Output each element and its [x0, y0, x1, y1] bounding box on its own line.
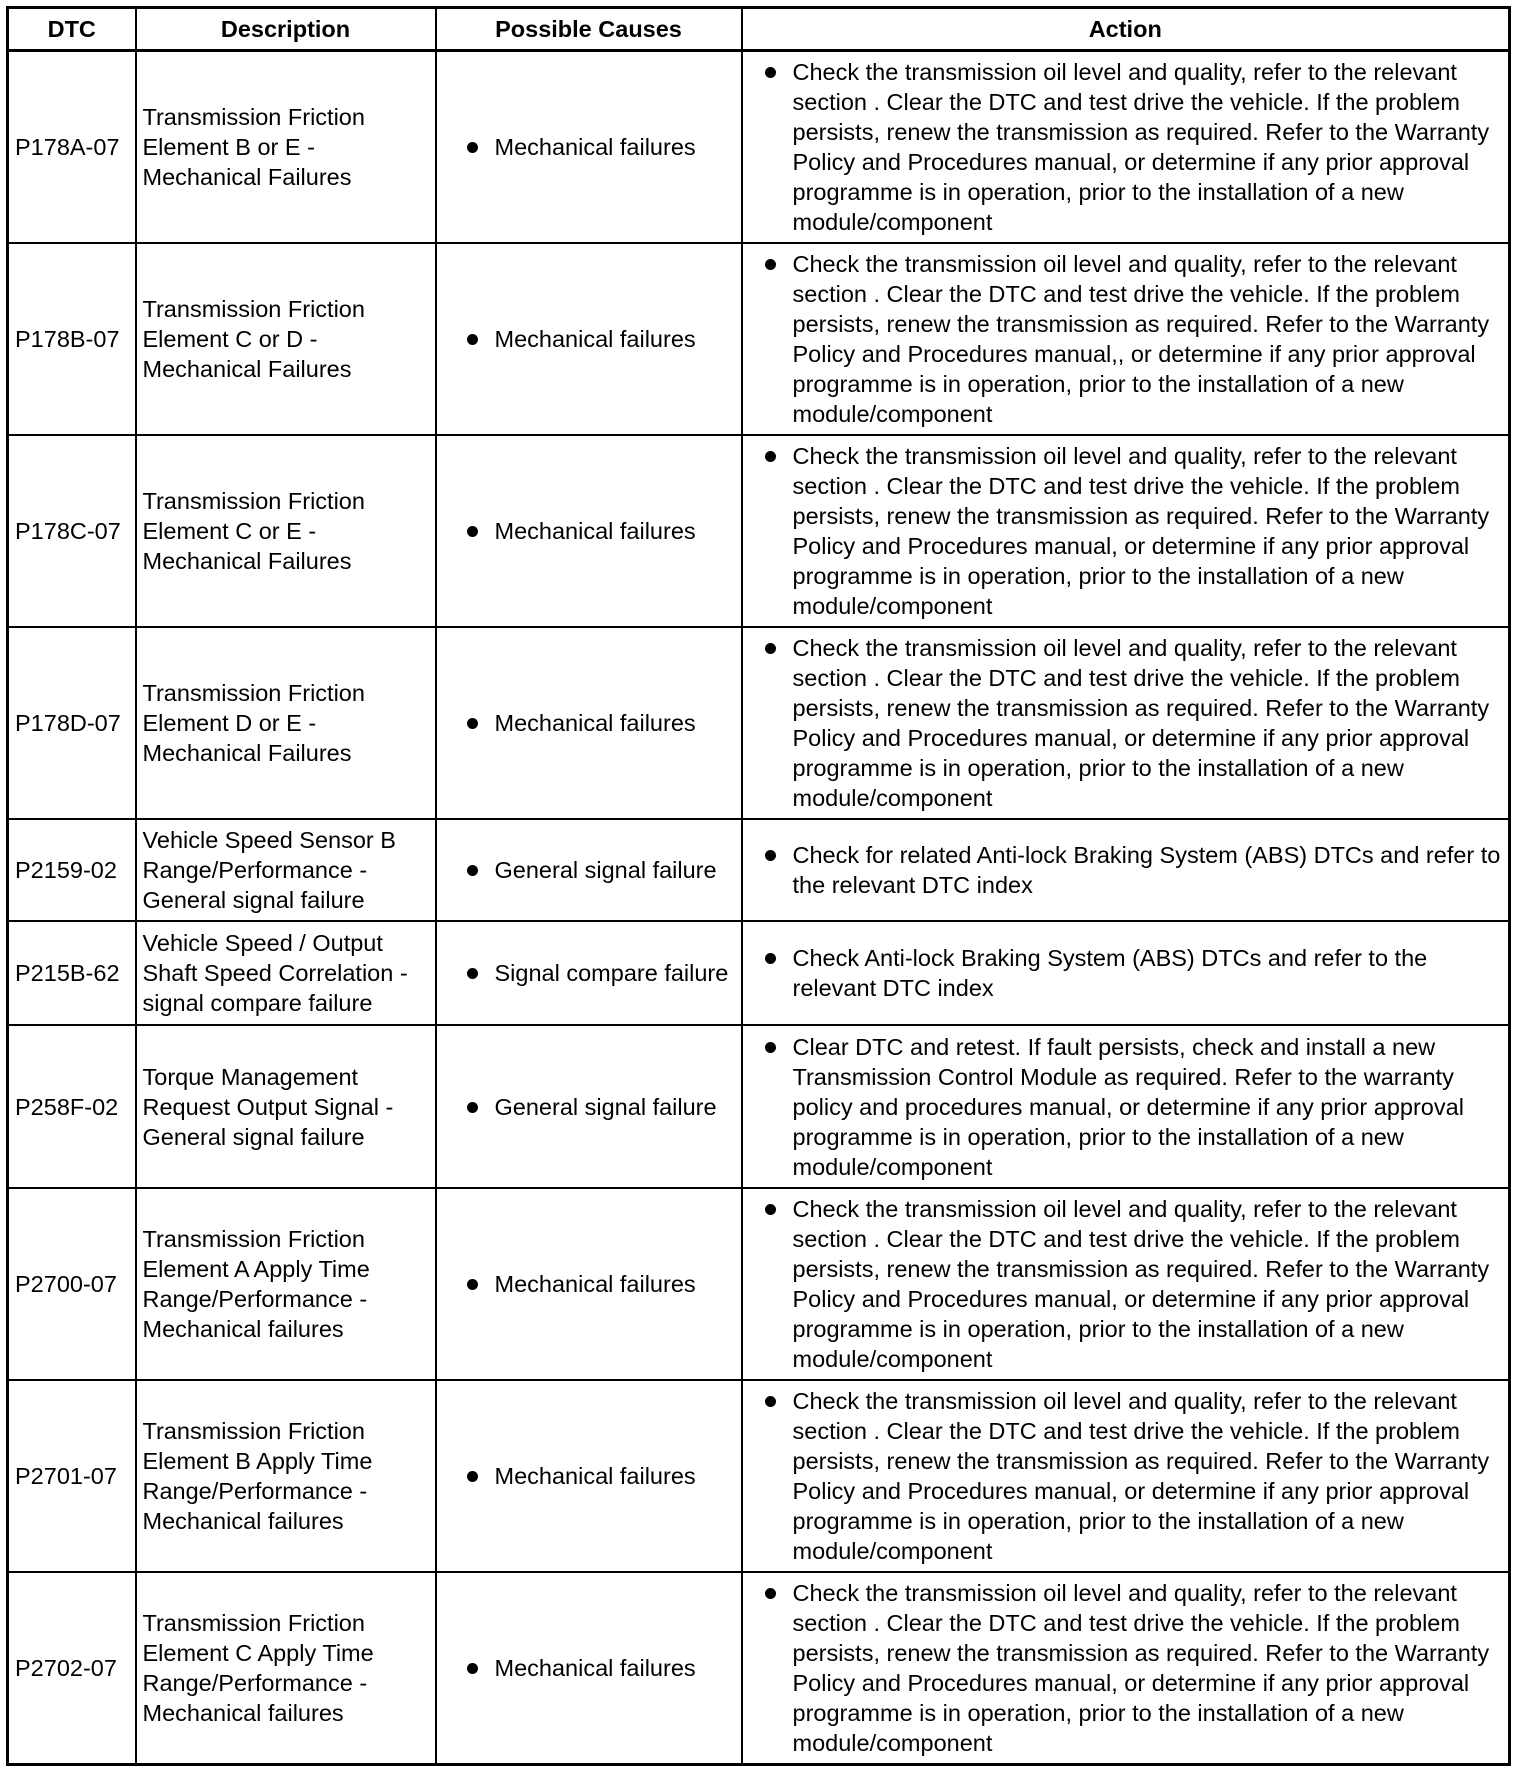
- cause-text: Mechanical failures: [494, 1655, 696, 1681]
- cause-text: General signal failure: [494, 857, 717, 883]
- bullet-icon: [467, 334, 478, 345]
- bullet-icon: [765, 953, 776, 964]
- dtc-code: P2159-02: [8, 819, 136, 921]
- table-row: [8, 1572, 1510, 1765]
- dtc-description: Torque Management Request Output Signal - General signal failure: [136, 1025, 436, 1188]
- action-text: Check for related Anti-lock Braking System (ABS) DTCs and refer to the relevant DTC index: [792, 842, 1501, 898]
- bullet-icon: [765, 67, 776, 78]
- table-row: [8, 243, 1510, 435]
- action-cell: [742, 1380, 1510, 1572]
- table-row: [8, 1380, 1510, 1572]
- bullet-icon: [467, 1279, 478, 1290]
- bullet-icon: [765, 1204, 776, 1215]
- bullet-icon: [467, 1102, 478, 1113]
- dtc-description: Transmission Friction Element D or E - Mechanical Failures: [136, 627, 436, 819]
- bullet-icon: [765, 643, 776, 654]
- bullet-icon: [467, 968, 478, 979]
- table-row: [8, 819, 1510, 921]
- bullet-icon: [765, 850, 776, 861]
- dtc-description: Transmission Friction Element C Apply Time Range/Performance - Mechanical failures: [136, 1572, 436, 1765]
- action-text: Check the transmission oil level and quality, refer to the relevant section . Clear the DTC and test drive the vehicle. If the problem persists, renew the transmission as required. Refer to the Warranty Policy and Procedures manual, or determine if any prior approval programme is in operation, prior to the installation of a new module/component: [792, 635, 1490, 811]
- dtc-code: P178A-07: [8, 51, 136, 244]
- dtc-description: Vehicle Speed / Output Shaft Speed Correlation - signal compare failure: [136, 921, 436, 1025]
- dtc-code: P2700-07: [8, 1188, 136, 1380]
- action-text: Check Anti-lock Braking System (ABS) DTCs and refer to the relevant DTC index: [792, 945, 1428, 1001]
- action-cell: [742, 819, 1510, 921]
- action-cell: [742, 51, 1510, 244]
- possible-cause: [436, 627, 742, 819]
- bullet-icon: [765, 451, 776, 462]
- dtc-code: P258F-02: [8, 1025, 136, 1188]
- possible-cause: [436, 1188, 742, 1380]
- dtc-description: Transmission Friction Element B or E - Mechanical Failures: [136, 51, 436, 244]
- bullet-icon: [467, 1471, 478, 1482]
- possible-cause: [436, 1380, 742, 1572]
- dtc-code: P215B-62: [8, 921, 136, 1025]
- action-cell: [742, 435, 1510, 627]
- dtc-description: Transmission Friction Element C or E - Mechanical Failures: [136, 435, 436, 627]
- cause-text: Mechanical failures: [494, 518, 696, 544]
- action-text: Check the transmission oil level and quality, refer to the relevant section . Clear the DTC and test drive the vehicle. If the problem persists, renew the transmission as required. Refer to the Warranty Policy and Procedures manual, or determine if any prior approval programme is in operation, prior to the installation of a new module/component: [792, 1580, 1490, 1756]
- bullet-icon: [467, 865, 478, 876]
- possible-cause: [436, 51, 742, 244]
- cause-text: Signal compare failure: [494, 960, 729, 986]
- table-row: [8, 627, 1510, 819]
- dtc-code: P178C-07: [8, 435, 136, 627]
- bullet-icon: [765, 259, 776, 270]
- bullet-icon: [467, 1663, 478, 1674]
- action-cell: [742, 627, 1510, 819]
- bullet-icon: [765, 1396, 776, 1407]
- action-text: Clear DTC and retest. If fault persists, check and install a new Transmission Control Module as required. Refer to the warranty policy and procedures manual, or determine if any prior approval programme is in operation, prior to the installation of a new module/component: [792, 1033, 1464, 1180]
- action-cell: [742, 921, 1510, 1025]
- table-row: [8, 921, 1510, 1025]
- bullet-icon: [765, 1588, 776, 1599]
- header-description: Description: [136, 8, 436, 51]
- action-text: Check the transmission oil level and quality, refer to the relevant section . Clear the DTC and test drive the vehicle. If the problem persists, renew the transmission as required. Refer to the Warranty Policy and Procedures manual, or determine if any prior approval programme is in operation, prior to the installation of a new module/component: [792, 59, 1490, 235]
- header-dtc: DTC: [8, 8, 136, 51]
- dtc-code: P178D-07: [8, 627, 136, 819]
- action-text: Check the transmission oil level and quality, refer to the relevant section . Clear the DTC and test drive the vehicle. If the problem persists, renew the transmission as required. Refer to the Warranty Policy and Procedures manual,, or determine if any prior approval programme is in operation, prior to the installation of a new module/component: [792, 251, 1490, 427]
- dtc-description: Transmission Friction Element C or D - Mechanical Failures: [136, 243, 436, 435]
- bullet-icon: [467, 718, 478, 729]
- action-text: Check the transmission oil level and quality, refer to the relevant section . Clear the DTC and test drive the vehicle. If the problem persists, renew the transmission as required. Refer to the Warranty Policy and Procedures manual, or determine if any prior approval programme is in operation, prior to the installation of a new module/component: [792, 1388, 1490, 1564]
- dtc-description: Vehicle Speed Sensor B Range/Performance - General signal failure: [136, 819, 436, 921]
- action-cell: [742, 243, 1510, 435]
- bullet-icon: [467, 526, 478, 537]
- table-row: [8, 1188, 1510, 1380]
- dtc-description: Transmission Friction Element A Apply Time Range/Performance - Mechanical failures: [136, 1188, 436, 1380]
- possible-cause: [436, 1025, 742, 1188]
- bullet-icon: [765, 1042, 776, 1053]
- cause-text: Mechanical failures: [494, 1463, 696, 1489]
- table-row: [8, 51, 1510, 244]
- dtc-description: Transmission Friction Element B Apply Time Range/Performance - Mechanical failures: [136, 1380, 436, 1572]
- table-row: [8, 435, 1510, 627]
- header-possible-causes: Possible Causes: [436, 8, 742, 51]
- table-row: [8, 1025, 1510, 1188]
- possible-cause: [436, 921, 742, 1025]
- dtc-code: P2702-07: [8, 1572, 136, 1765]
- possible-cause: [436, 1572, 742, 1765]
- action-text: Check the transmission oil level and quality, refer to the relevant section . Clear the DTC and test drive the vehicle. If the problem persists, renew the transmission as required. Refer to the Warranty Policy and Procedures manual, or determine if any prior approval programme is in operation, prior to the installation of a new module/component: [792, 1196, 1490, 1372]
- action-cell: [742, 1572, 1510, 1765]
- action-cell: [742, 1188, 1510, 1380]
- bullet-icon: [467, 142, 478, 153]
- dtc-table: [6, 6, 1511, 1766]
- cause-text: Mechanical failures: [494, 710, 696, 736]
- cause-text: Mechanical failures: [494, 326, 696, 352]
- header-action: Action: [742, 8, 1510, 51]
- cause-text: General signal failure: [494, 1093, 717, 1120]
- cause-text: Mechanical failures: [494, 1271, 696, 1297]
- dtc-code: P2701-07: [8, 1380, 136, 1572]
- possible-cause: [436, 819, 742, 921]
- action-cell: [742, 1025, 1510, 1188]
- table-header-row: [8, 8, 1510, 51]
- action-text: Check the transmission oil level and quality, refer to the relevant section . Clear the DTC and test drive the vehicle. If the problem persists, renew the transmission as required. Refer to the Warranty Policy and Procedures manual, or determine if any prior approval programme is in operation, prior to the installation of a new module/component: [792, 443, 1490, 619]
- possible-cause: [436, 435, 742, 627]
- dtc-code: P178B-07: [8, 243, 136, 435]
- possible-cause: [436, 243, 742, 435]
- cause-text: Mechanical failures: [494, 134, 696, 160]
